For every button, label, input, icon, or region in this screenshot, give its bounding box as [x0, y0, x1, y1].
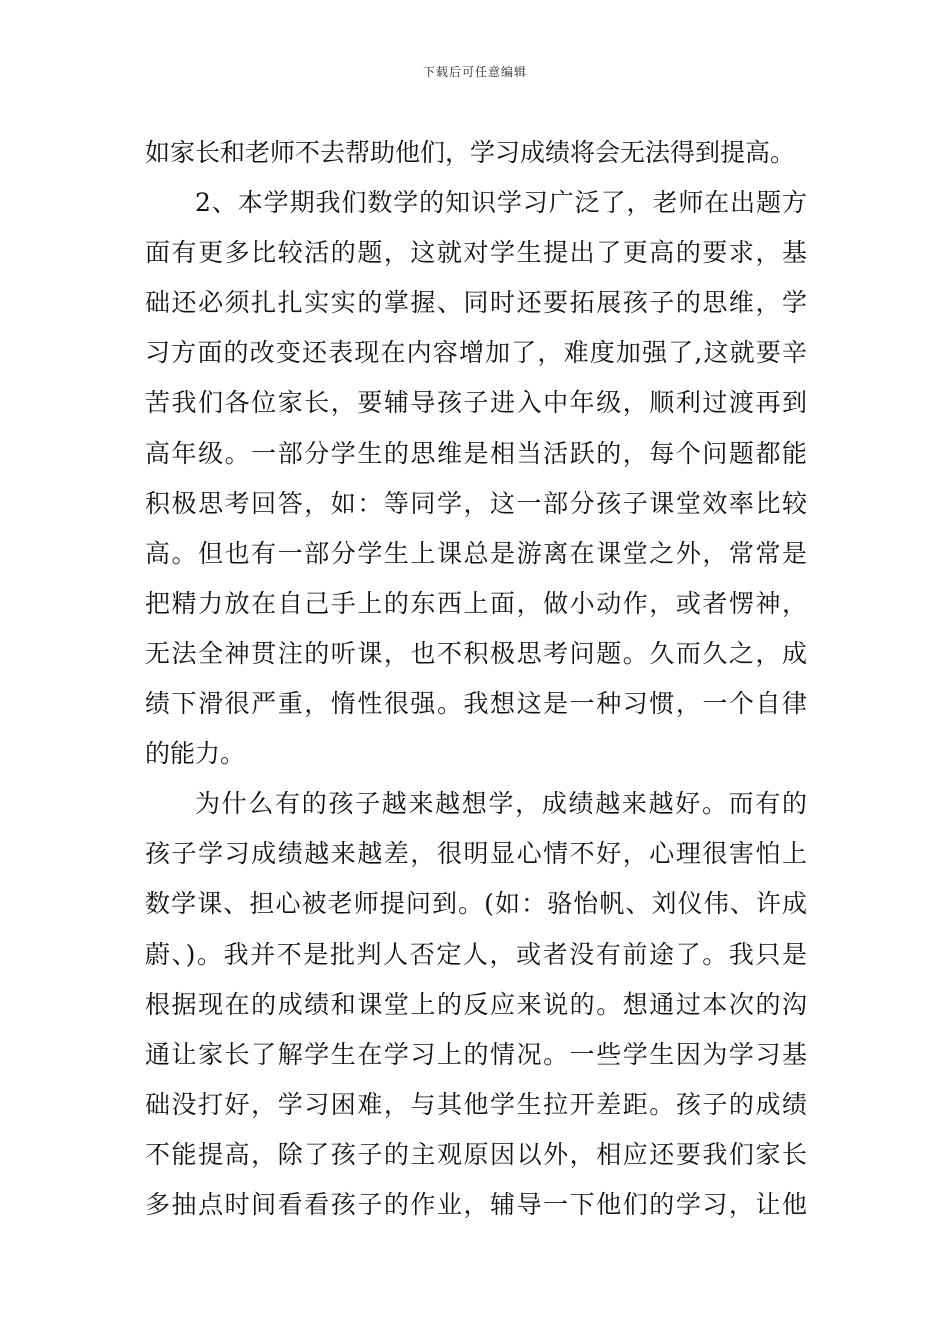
text-line: 2、本学期我们数学的知识学习广泛了，老师在出题方	[195, 188, 807, 218]
text-line: 高年级。一部分学生的思维是相当活跃的，每个问题都能	[145, 438, 807, 468]
text-line: 不能提高，除了孩子的主观原因以外，相应还要我们家长	[145, 1139, 807, 1169]
text-line: 面有更多比较活的题，这就对学生提出了更高的要求，基	[145, 238, 807, 268]
text-line: 为什么有的孩子越来越想学，成绩越来越好。而有的	[195, 789, 807, 819]
text-line: 孩子学习成绩越来越差，很明显心情不好，心理很害怕上	[145, 839, 807, 869]
text-line: 数学课、担心被老师提问到。(如：骆怡帆、刘仪伟、许成	[145, 889, 807, 919]
text-line: 苦我们各位家长，要辅导孩子进入中年级，顺利过渡再到	[145, 388, 807, 418]
text-line: 的能力。	[145, 739, 246, 769]
text-line: 蔚、)。我并不是批判人否定人，或者没有前途了。我只是	[145, 939, 807, 969]
text-line: 绩下滑很严重，惰性很强。我想这是一种习惯，一个自律	[145, 689, 807, 719]
text-line: 如家长和老师不去帮助他们，学习成绩将会无法得到提高。	[145, 138, 796, 167]
text-line: 把精力放在自己手上的东西上面，做小动作，或者愣神，	[145, 588, 807, 618]
text-line: 础还必须扎扎实实的掌握、同时还要拓展孩子的思维，学	[145, 288, 807, 318]
text-line: 础没打好，学习困难，与其他学生拉开差距。孩子的成绩	[145, 1089, 807, 1119]
page-header: 下载后可任意编辑	[422, 65, 527, 79]
body-text	[145, 128, 807, 1230]
text-line: 无法全神贯注的听课，也不积极思考问题。久而久之，成	[145, 638, 807, 668]
text-line: 通让家长了解学生在学习上的情况。一些学生因为学习基	[145, 1039, 807, 1069]
text-line: 高。但也有一部分学生上课总是游离在课堂之外，常常是	[145, 538, 807, 568]
text-line: 积极思考回答，如：等同学，这一部分孩子课堂效率比较	[145, 488, 807, 518]
text-line: 习方面的改变还表现在内容增加了，难度加强了,这就要辛	[145, 338, 807, 368]
text-line: 根据现在的成绩和课堂上的反应来说的。想通过本次的沟	[145, 989, 807, 1019]
text-line: 多抽点时间看看孩子的作业，辅导一下他们的学习，让他	[145, 1189, 807, 1219]
